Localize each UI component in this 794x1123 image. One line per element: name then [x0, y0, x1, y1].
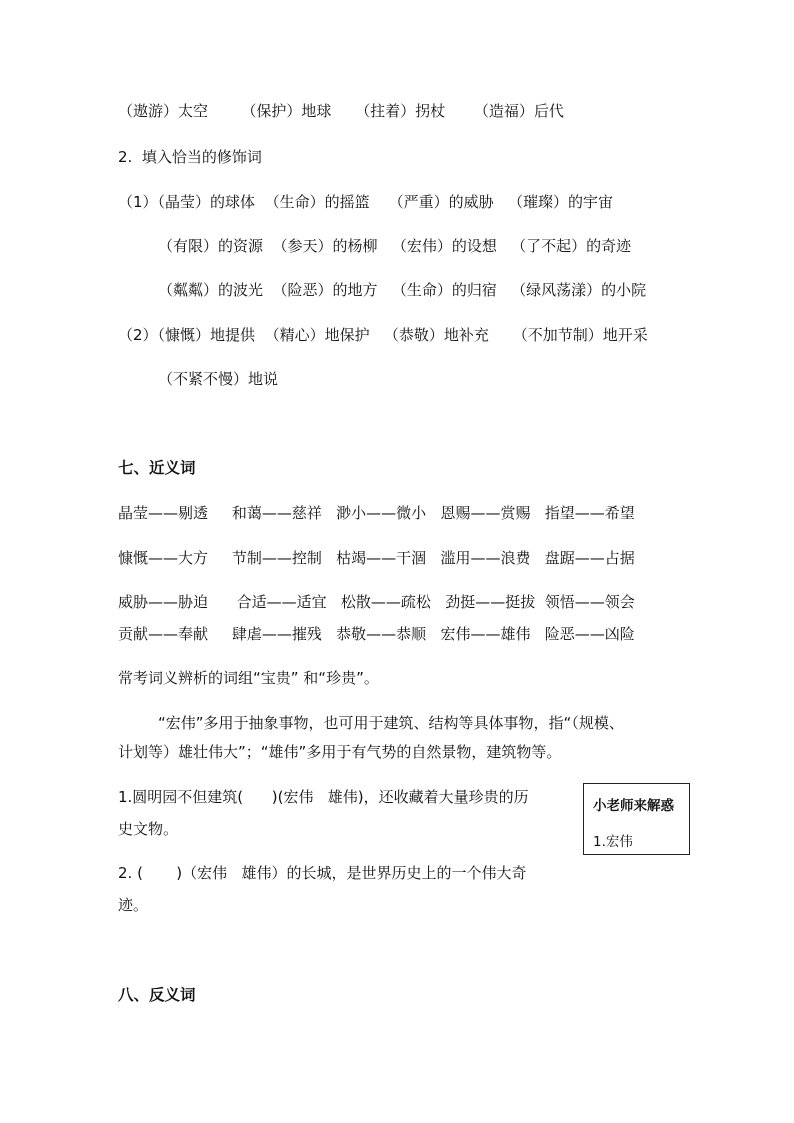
- synonym-row-3: 威胁——胁迫 合适——适宜 松散——疏松 劲挺——挺拔 领悟——领会: [118, 593, 635, 611]
- modifier-line-5: （不紧不慢）地说: [158, 370, 279, 388]
- modifier-line-2: （有限）的资源 （参天）的杨柳 （宏伟）的设想 （了不起）的奇迹: [158, 237, 632, 255]
- question-1-line-1: 1.圆明园不但建筑( )(宏伟 雄伟)，还收藏着大量珍贵的历: [118, 788, 529, 806]
- answer-tip-box: [583, 783, 690, 855]
- explanation-line-1: “宏伟”多用于抽象事物，也可用于建筑、结构等具体事物，指“（规模、: [158, 714, 624, 732]
- synonym-row-2: 慷慨——大方 节制——控制 枯竭——干涸 滥用——浪费 盘踞——占据: [118, 549, 635, 567]
- modifier-line-1: （1）（晶莹）的球体 （生命）的摇篮 （严重）的威胁 （璀璨）的宇宙: [118, 193, 613, 211]
- line-verb-phrases: （遨游）太空 （保护）地球 （拄着）拐杖 （造福）后代: [118, 102, 564, 120]
- section-heading-synonyms: 七、近义词: [118, 459, 196, 477]
- exercise-title: 2. 填入恰当的修饰词: [118, 148, 262, 166]
- tip-box-answer: 1.宏伟: [593, 834, 633, 850]
- question-2-line-1: 2. ( )（宏伟 雄伟）的长城，是世界历史上的一个伟大奇: [118, 864, 527, 882]
- explanation-line-2: 计划等）雄壮伟大”；“雄伟”多用于有气势的自然景物，建筑物等。: [118, 743, 562, 761]
- question-2-line-2: 迹。: [118, 896, 149, 914]
- question-1-line-2: 史文物。: [118, 820, 179, 838]
- synonym-row-4: 贡献——奉献 肆虐——摧残 恭敬——恭顺 宏伟——雄伟 险恶——凶险: [118, 625, 635, 643]
- tip-box-title: 小老师来解惑: [593, 798, 674, 814]
- section-heading-antonyms: 八、反义词: [118, 986, 196, 1004]
- modifier-line-3: （粼粼）的波光 （险恶）的地方 （生命）的归宿 （绿风荡漾）的小院: [158, 281, 647, 299]
- modifier-line-4: （2）（慷慨）地提供 （精心）地保护 （恭敬）地补充 （不加节制）地开采: [118, 326, 648, 344]
- note-line: 常考词义辨析的词组“宝贵” 和“珍贵”。: [118, 669, 379, 687]
- synonym-row-1: 晶莹——剔透 和蔼——慈祥 渺小——微小 恩赐——赏赐 指望——希望: [118, 504, 635, 522]
